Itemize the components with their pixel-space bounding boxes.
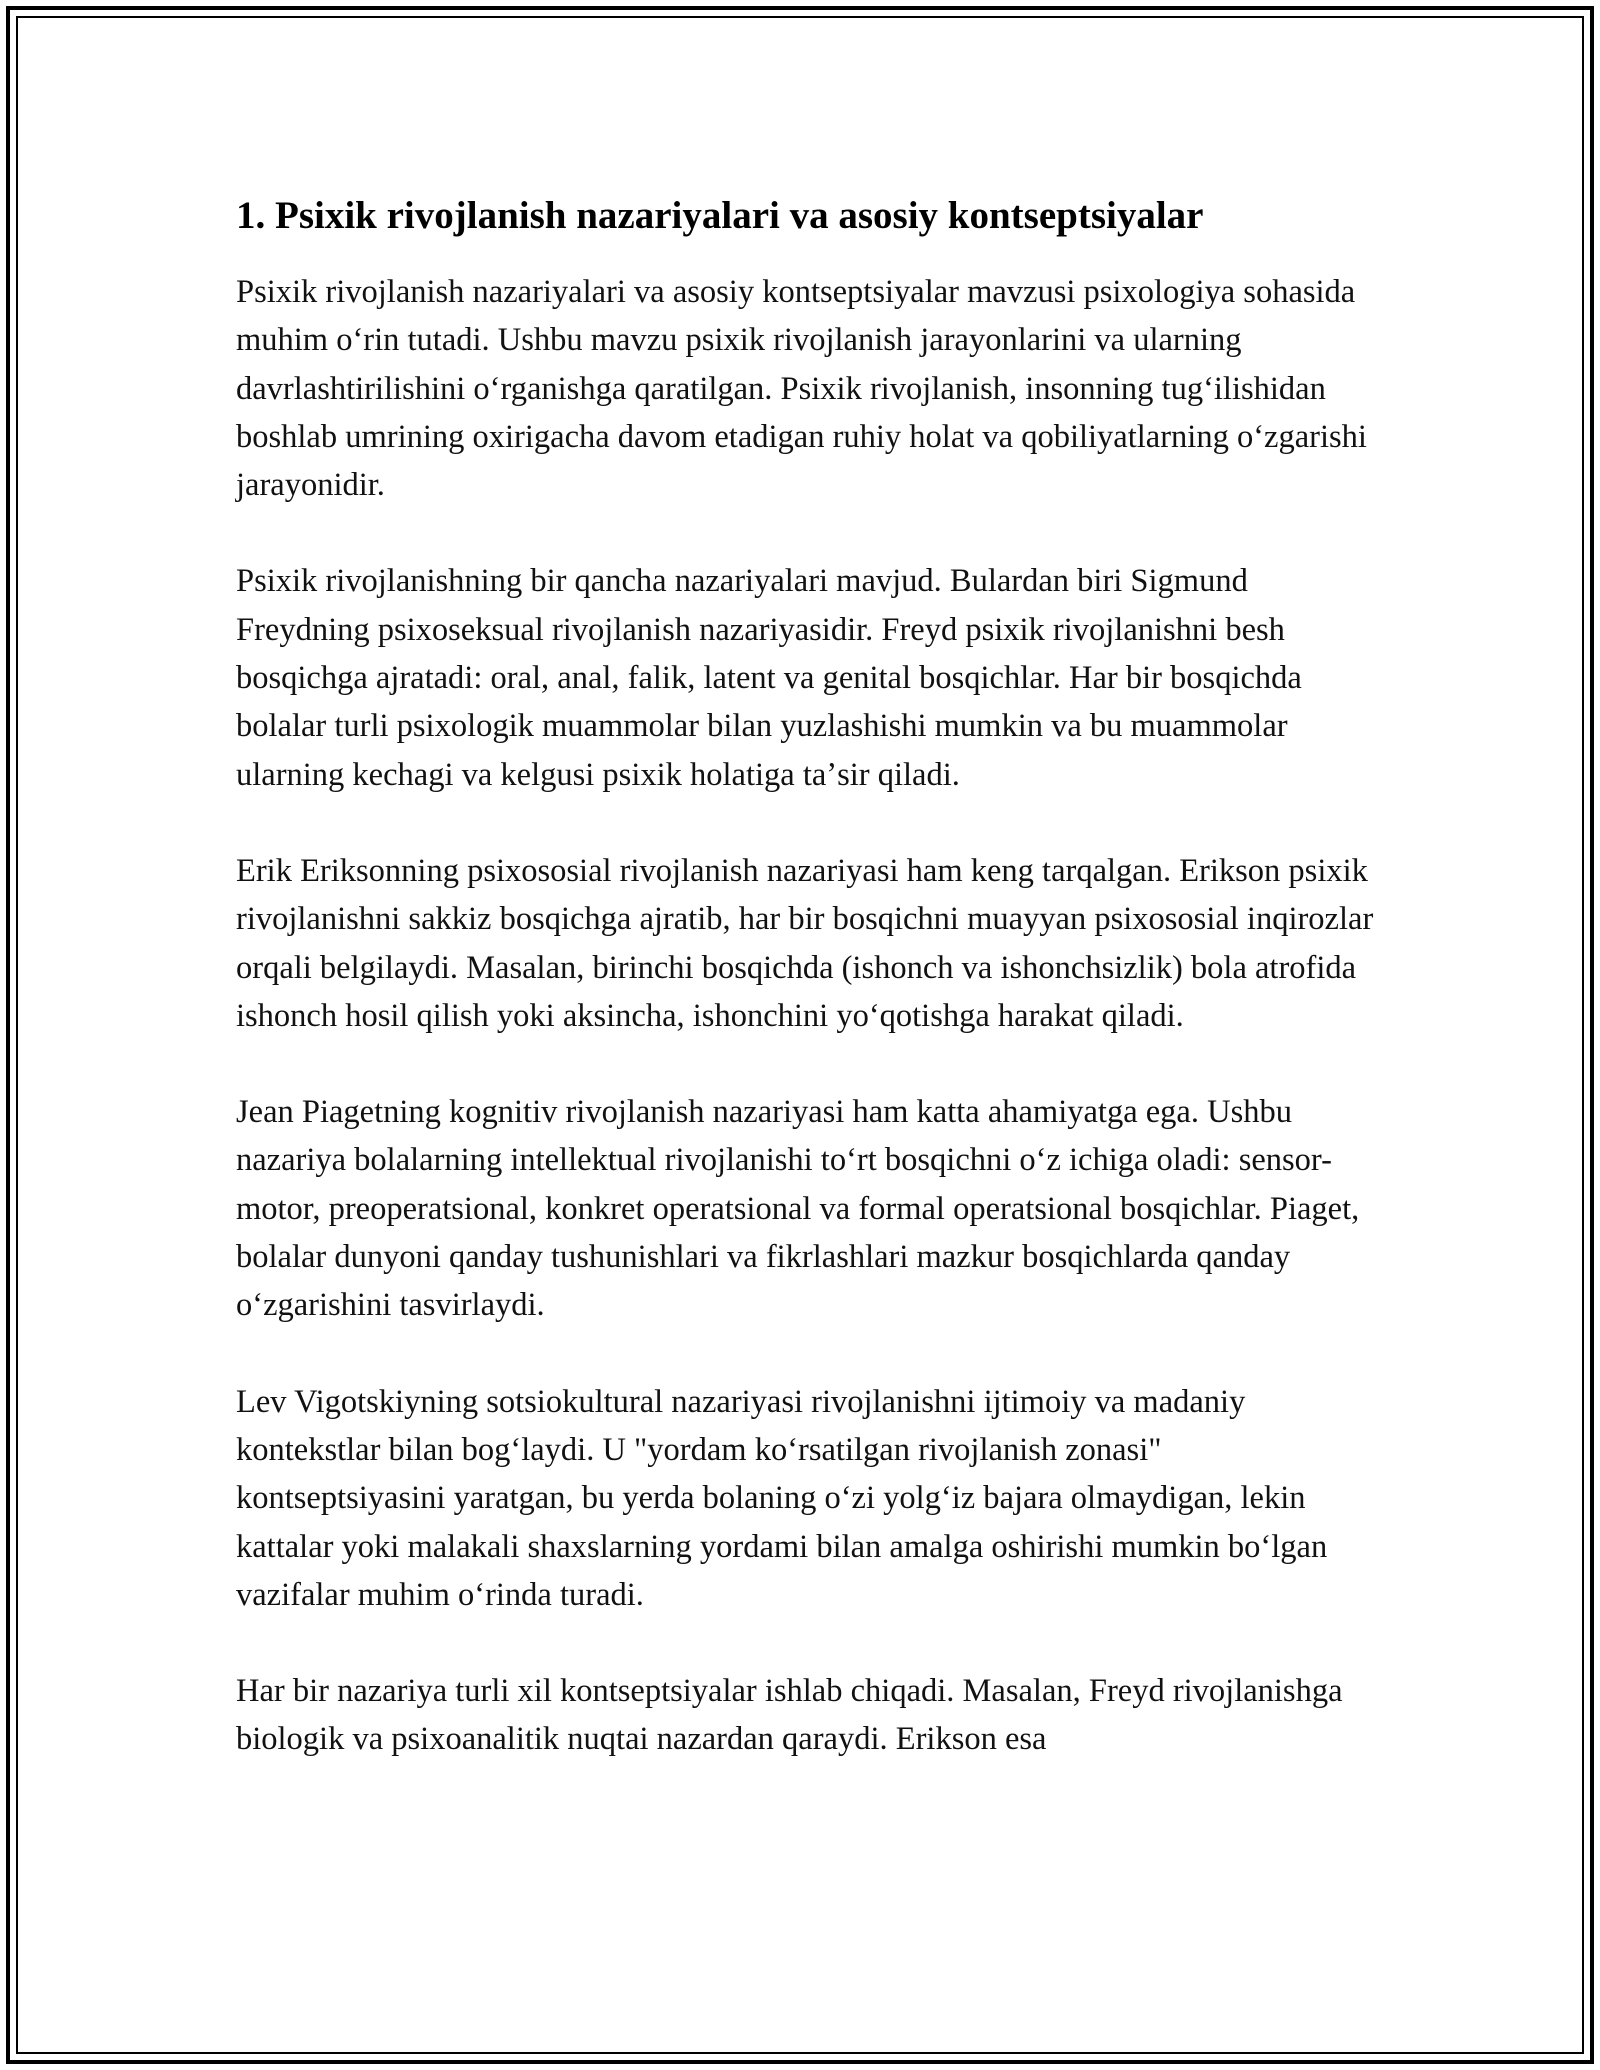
paragraph-piaget: Jean Piagetning kognitiv rivojlanish nazariyasi ham katta ahamiyatga ega. Ushbu nazariya bolalarning intellektual rivojlanishi toʻrt bosqichni oʻz ichiga oladi: sensor-motor, preoperatsional, konkret operatsional va formal operatsional bosqichlar. Piaget, bolalar dunyoni qanday tushunishlari va fikrlashlari mazkur bosqichlarda qanday oʻzgarishini tasvirlaydi.	[236, 1094, 1360, 1324]
paragraph-intro: Psixik rivojlanish nazariyalari va asosiy kontseptsiyalar mavzusi psixologiya sohasida muhim oʻrin tutadi. Ushbu mavzu psixik rivojlanish jarayonlarini va ularning davrlashtirilishini oʻrganishga qaratilgan. Psixik rivojlanish, insonning tugʻilishidan boshlab umrining oxirigacha davom etadigan ruhiy holat va qobiliyatlarning oʻzgarishi jarayonidir.	[236, 274, 1367, 504]
document-body	[236, 190, 1376, 1812]
paragraph-vygotsky: Lev Vigotskiyning sotsiokultural nazariyasi rivojlanishni ijtimoiy va madaniy kontekstlar bilan bogʻlaydi. U "yordam koʻrsatilgan rivojlanish zonasi" kontseptsiyasini yaratgan, bu yerda bolaning oʻzi yolgʻiz bajara olmaydigan, lekin kattalar yoki malakali shaxslarning yordami bilan amalga oshirishi mumkin boʻlgan vazifalar muhim oʻrinda turadi.	[236, 1383, 1328, 1613]
paragraph-freud: Psixik rivojlanishning bir qancha nazariyalari mavjud. Bulardan biri Sigmund Freydning psixoseksual rivojlanish nazariyasidir. Freyd psixik rivojlanishni besh bosqichga ajratadi: oral, anal, falik, latent va genital bosqichlar. Har bir bosqichda bolalar turli psixologik muammolar bilan yuzlashishi mumkin va bu muammolar ularning kechagi va kelgusi psixik holatiga taʼsir qiladi.	[236, 563, 1302, 793]
section-heading: 1. Psixik rivojlanish nazariyalari va asosiy kontseptsiyalar	[236, 194, 1204, 237]
paragraph-concepts: Har bir nazariya turli xil kontseptsiyalar ishlab chiqadi. Masalan, Freyd rivojlanishga biologik va psixoanalitik nuqtai nazardan qaraydi. Erikson esa	[236, 1673, 1343, 1758]
paragraph-erikson: Erik Eriksonning psixososial rivojlanish nazariyasi ham keng tarqalgan. Erikson psixik rivojlanishni sakkiz bosqichga ajratib, har bir bosqichni muayyan psixososial inqirozlar orqali belgilaydi. Masalan, birinchi bosqichda (ishonch va ishonchsizlik) bola atrofida ishonch hosil qilish yoki aksincha, ishonchini yoʻqotishga harakat qiladi.	[236, 852, 1374, 1034]
